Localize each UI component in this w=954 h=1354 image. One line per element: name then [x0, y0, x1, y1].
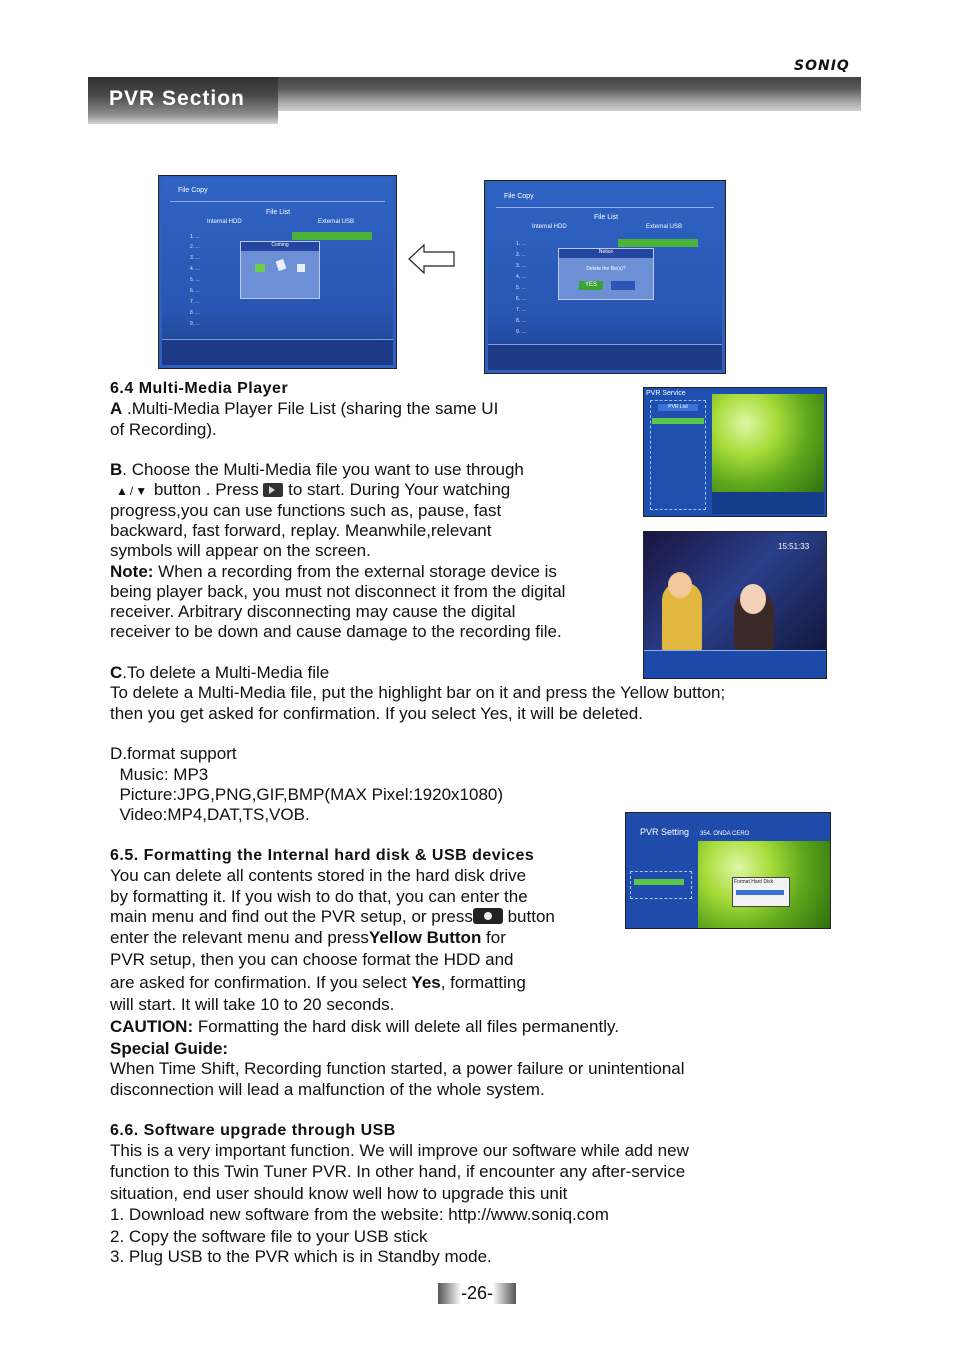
s66-step1: 1. Download new software from the website: http://www.soniq.com — [110, 1205, 609, 1224]
s66-line2: function to this Twin Tuner PVR. In other hand, if encounter any after-service — [110, 1162, 686, 1181]
format-dialog-label: Format Hard Disk — [734, 879, 774, 885]
para-b-line5: symbols will appear on the screen. — [110, 541, 371, 560]
internal-hdd-label: Internal HDD — [532, 224, 567, 230]
para-c-line1: C.To delete a Multi-Media file — [110, 663, 330, 682]
para-b-line4: backward, fast forward, replay. Meanwhile,relevant — [110, 521, 492, 540]
pvr-setting-channel: 354. ONDA CERO — [700, 831, 750, 837]
screen-title: File Copy — [504, 193, 534, 200]
note-line2: being player back, you must not disconnect it from the digital — [110, 582, 566, 601]
heading-6-6: 6.6. Software upgrade through USB — [110, 1122, 396, 1139]
caution-line: CAUTION: Formatting the hard disk will delete all files permanently. — [110, 1017, 619, 1036]
para-a-line1: A .Multi-Media Player File List (sharing the same UI — [110, 399, 499, 418]
page-number: -26- — [438, 1283, 516, 1304]
s65-line1: You can delete all contents stored in the hard disk drive — [110, 866, 527, 885]
s65-line5: PVR setup, then you can choose format the HDD and — [110, 950, 514, 969]
heading-6-4: 6.4 Multi-Media Player — [110, 380, 289, 397]
s65-line6: are asked for confirmation. If you select Yes, formatting — [110, 973, 526, 992]
s66-line1: This is a very important function. We will improve our software while add new — [110, 1141, 689, 1160]
s65-line4: enter the relevant menu and pressYellow Button for — [110, 928, 506, 947]
para-a-line2: of Recording). — [110, 420, 217, 439]
screen-footer — [162, 339, 393, 365]
pvr-list-label: PVR List — [658, 404, 698, 411]
pvr-setting-screenshot — [625, 812, 831, 929]
pvr-service-screenshot — [643, 387, 827, 517]
note-line3: receiver. Arbitrary disconnecting may cause the digital — [110, 602, 516, 621]
player-time: 15:51:33 — [778, 542, 810, 551]
screen-title: File Copy — [178, 187, 208, 194]
format-support-title: D.format support — [110, 744, 237, 763]
s66-step3: 3. Plug USB to the PVR which is in Standby mode. — [110, 1247, 492, 1266]
s66-line3: situation, end user should know well how to upgrade this unit — [110, 1184, 568, 1203]
note-line1: Note: When a recording from the external storage device is — [110, 562, 557, 581]
format-music: Music: MP3 — [110, 765, 209, 784]
yes-button: YES — [579, 281, 603, 290]
file-list-title: File List — [594, 214, 619, 221]
s66-step2: 2. Copy the software file to your USB stick — [110, 1227, 428, 1246]
s65-line7: will start. It will take 10 to 20 seconds. — [110, 995, 395, 1014]
play-pause-button-icon — [263, 483, 283, 497]
file-list-title: File List — [266, 209, 291, 216]
player-screenshot — [643, 531, 827, 679]
record-button-icon — [473, 908, 503, 924]
pvr-setting-title: PVR Setting — [640, 827, 690, 837]
file-copy-screenshot-right: File Copy File List Internal HDD External USB 1. ... 2. ... 3. ... 4. ... 5. ... 6. ... 7. ... 8. ... 9. ... Notice Delete the file(s)? YES — [484, 180, 726, 374]
heading-6-5: 6.5. Formatting the Internal hard disk & USB devices — [110, 847, 535, 864]
screen-footer — [488, 344, 722, 370]
internal-hdd-label: Internal HDD — [207, 219, 242, 225]
para-c-line3: then you get asked for confirmation. If you select Yes, it will be deleted. — [110, 704, 643, 723]
format-video: Video:MP4,DAT,TS,VOB. — [110, 805, 310, 824]
notice-title: Notice — [559, 249, 653, 258]
external-usb-label: External USB — [318, 219, 355, 225]
para-c-line2: To delete a Multi-Media file, put the highlight bar on it and press the Yellow button; — [110, 683, 726, 702]
file-copy-screenshot-left: File Copy File List Internal HDD External USB 1. ... 2. ... 3. ... 4. ... 5. ... 6. ... 7. ... 8. ... 9. ... Coming — [158, 175, 397, 369]
s65-line3: main menu and find out the PVR setup, or press button — [110, 907, 555, 926]
para-b-line3: progress,you can use functions such as, pause, fast — [110, 501, 502, 520]
special-guide-label: Special Guide: — [110, 1039, 229, 1058]
pvr-service-title: PVR Service — [646, 390, 686, 397]
notice-text: Delete the file(s)? — [586, 266, 626, 272]
external-usb-label: External USB — [646, 224, 683, 230]
up-down-arrow-icon: ▲/▼ — [116, 484, 150, 498]
arrow-left-icon — [408, 244, 456, 274]
para-b-line2: ▲/▼ button . Press to start. During Your watching — [110, 480, 510, 501]
note-line4: receiver to be down and cause damage to the recording file. — [110, 622, 562, 641]
special-guide-line2: disconnection will lead a malfunction of the whole system. — [110, 1080, 545, 1099]
special-guide-line1: When Time Shift, Recording function started, a power failure or unintentional — [110, 1059, 685, 1078]
format-picture: Picture:JPG,PNG,GIF,BMP(MAX Pixel:1920x1080) — [110, 785, 504, 804]
brand-logo: SONIQ — [794, 58, 850, 74]
section-title: PVR Section — [109, 87, 245, 110]
s65-line2: by formatting it. If you wish to do that, you can enter the — [110, 887, 528, 906]
dialog-title: Coming — [241, 242, 319, 251]
para-b-line1: B. Choose the Multi-Media file you want to use through — [110, 460, 524, 479]
